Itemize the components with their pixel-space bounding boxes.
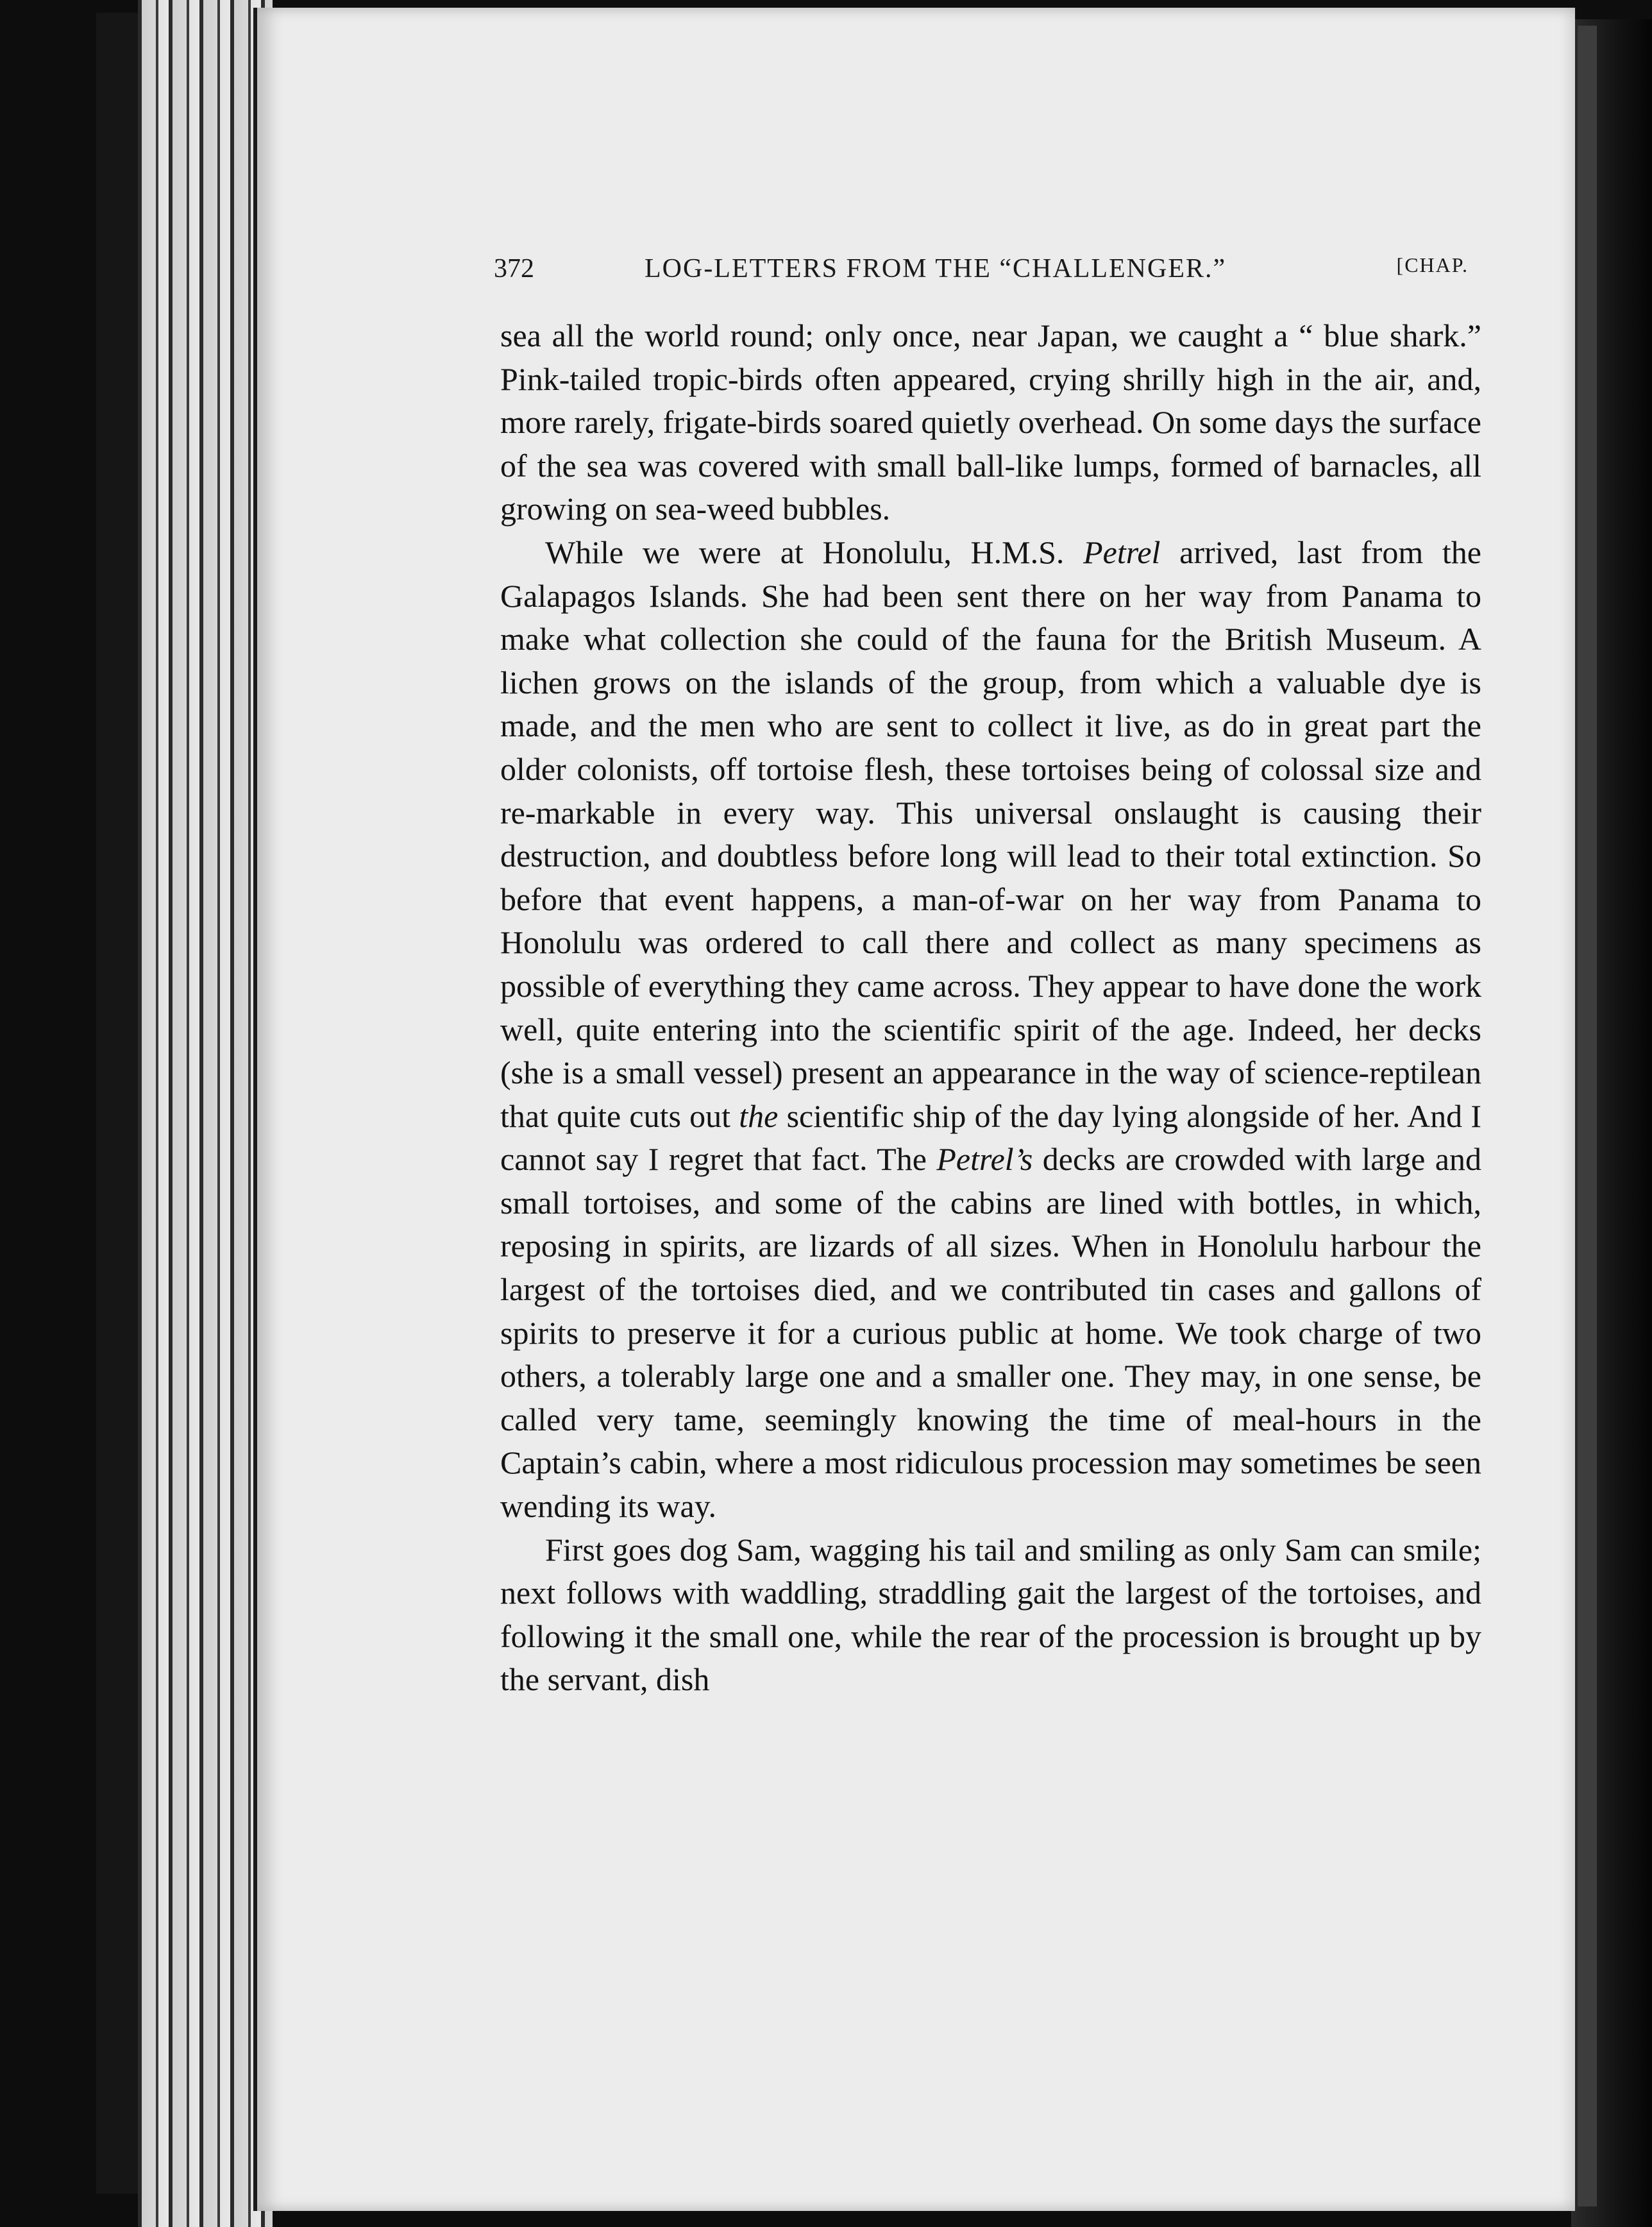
paragraph-1 (500, 314, 1481, 531)
right-page-strip (1578, 26, 1597, 2206)
running-title: LOG-LETTERS FROM THE “CHALLENGER.” (645, 254, 1227, 284)
page-number: 372 (494, 254, 534, 284)
italic-run: the (739, 1097, 779, 1134)
text-run: sea all the world round; only once, near Japan, we caught a “ blue shark.” Pink-tailed tropic-birds often appeared, crying shrilly high in the air, and, more rarely, frigate-birds soared quietly overhead. On some days the surface of the sea was covered with small ball-like lumps, formed of barnacles, all growing on sea-weed bubbles. (500, 318, 1481, 527)
text-run: arrived, last from the Galapagos Islands. She had been sent there on her way from Panama to make what collection she could of the fauna for the British Museum. A lichen grows on the islands of the group, from which a valuable dye is made, and the men who are sent to collect it live, as do in great part the older colonists, off tortoise flesh, these tortoises being of colossal size and re-markable in every way. This universal onslaught is causing their destruction, and doubtless before long will lead to their total extinction. So before that event happens, a man-of-war on her way from Panama to Honolulu was ordered to call there and collect as many specimens as possible of everything they came across. They appear to have done the work well, quite entering into the scientific spirit of the age. Indeed, her decks (she is a small vessel) present an appearance in the way of science-reptilean that quite cuts out (500, 534, 1481, 1134)
chapter-mark: [CHAP. (1396, 253, 1469, 276)
text-run: scientific ship of the day lying alongside of her. And I cannot say I regret that fact. The (500, 1097, 1481, 1178)
book-binding (96, 13, 141, 2194)
text-run: First goes dog Sam, wagging his tail and smiling as only Sam can smile; next follows with waddling, straddling gait the largest of the tortoises, and following it the small one, while the rear of the procession is brought up by the servant, dish (500, 1531, 1481, 1698)
text-run: decks are crowded with large and small tortoises, and some of the cabins are lined with bottles, in which, reposing in spirits, are lizards of all sizes. When in Honolulu harbour the largest of the tortoises died, and we contributed tin cases and gallons of spirits to preserve it for a curious public at home. We took charge of two others, a tolerably large one and a smaller one. They may, in one sense, be called very tame, seemingly knowing the time of meal-hours in the Captain’s cabin, where a most ridiculous procession may sometimes be seen wending its way. (500, 1141, 1481, 1525)
paragraph-3 (500, 1528, 1481, 1702)
paragraph-2 (500, 531, 1481, 1528)
body-text (500, 314, 1481, 1702)
stacked-page-edges (138, 0, 273, 2227)
italic-run: Petrel (1083, 534, 1161, 570)
text-run: While we were at Honolulu, H.M.S. (545, 534, 1084, 570)
running-header (494, 253, 1469, 292)
italic-run: Petrel’s (936, 1141, 1033, 1178)
